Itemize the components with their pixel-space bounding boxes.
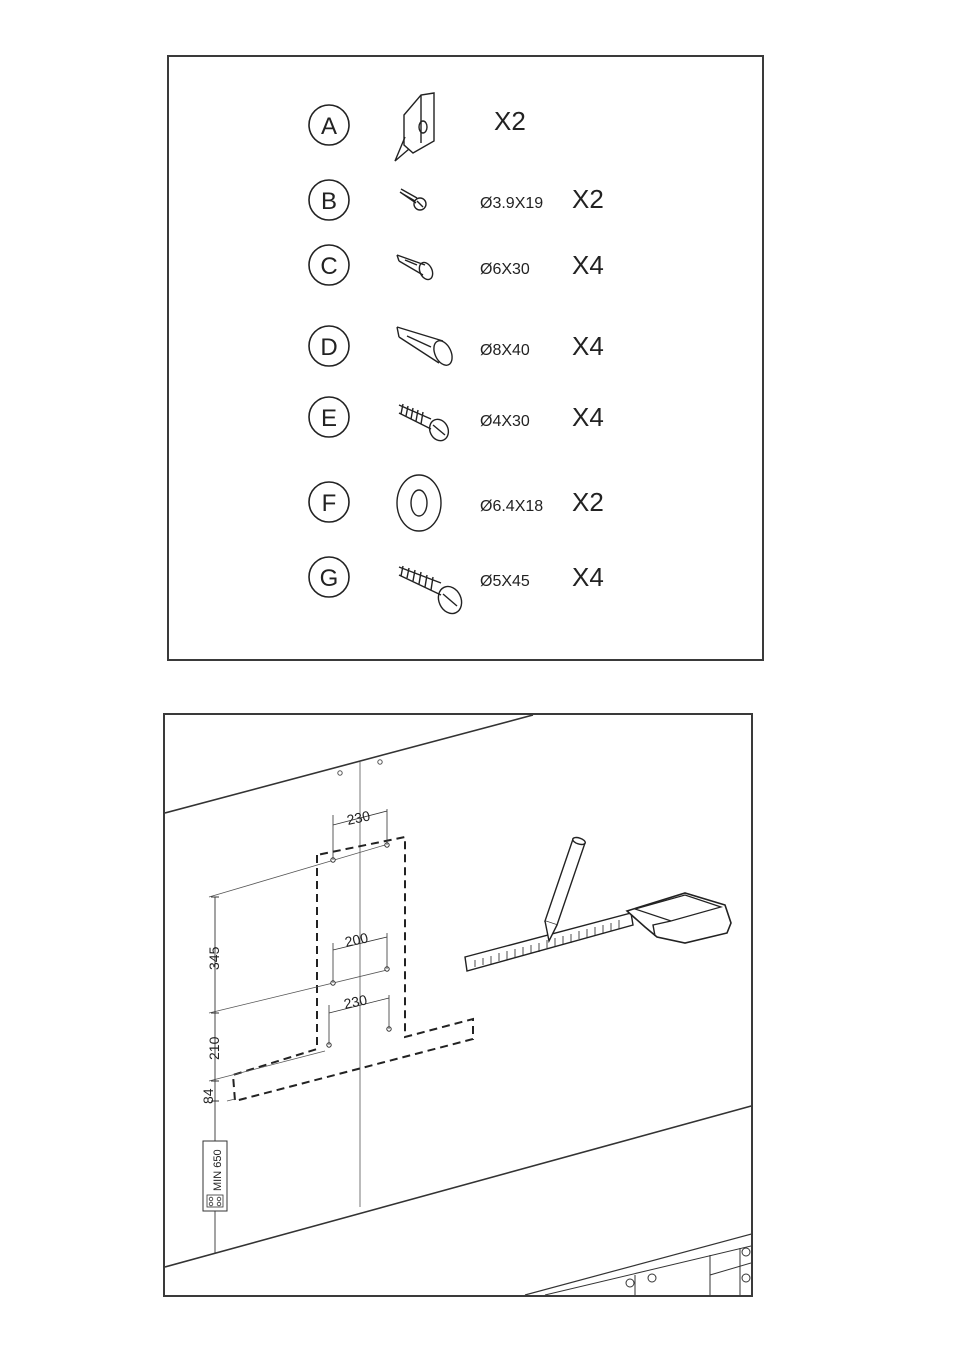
ceiling-line (165, 715, 533, 813)
ceiling-mark (378, 760, 382, 764)
cabinet-front-line (545, 1245, 751, 1295)
wood-screw-icon (399, 404, 452, 444)
large-wall-plug-icon (397, 327, 456, 368)
installation-diagram-svg (165, 715, 751, 1295)
part-row-g (309, 557, 604, 617)
part-row-b (309, 180, 604, 220)
worktop-line (165, 1105, 751, 1267)
dim-345-label: 345 (206, 946, 222, 970)
dim-mid-width-label: 200 (343, 929, 370, 950)
part-row-c (309, 245, 604, 285)
part-qty-b: X2 (572, 184, 604, 214)
small-wall-plug-icon (397, 255, 435, 282)
parts-list-svg (169, 57, 762, 659)
dim-210-label: 210 (206, 1036, 222, 1060)
dim-low-width-label: 230 (342, 991, 369, 1012)
min-height-label: MIN 650 (212, 1149, 224, 1191)
part-size-g: Ø5X45 (480, 573, 530, 590)
tape-measure-icon (465, 893, 731, 971)
part-letter-e: E (320, 405, 338, 432)
part-row-a (309, 93, 526, 161)
part-size-b: Ø3.9X19 (480, 195, 544, 212)
part-qty-f: X2 (572, 487, 604, 517)
part-size-c: Ø6X30 (480, 261, 530, 278)
part-row-d (309, 326, 604, 368)
ceiling-mark (338, 771, 342, 775)
part-row-f (309, 475, 604, 531)
parts-list-panel (167, 55, 764, 661)
part-letter-g: G (319, 565, 339, 592)
part-letter-c: C (320, 253, 338, 280)
part-letter-d: D (320, 334, 338, 361)
part-letter-a: A (320, 113, 338, 140)
part-size-f: Ø6.4X18 (480, 498, 544, 515)
part-qty-a: X2 (494, 106, 526, 136)
part-letter-b: B (320, 188, 338, 215)
large-wood-screw-icon (399, 566, 466, 617)
part-qty-g: X4 (572, 562, 604, 592)
part-size-e: Ø4X30 (480, 413, 530, 430)
part-qty-e: X4 (572, 402, 604, 432)
cabinet-top-line (525, 1233, 751, 1295)
dim-84-label: 84 (200, 1088, 216, 1104)
min-height-badge (203, 1141, 227, 1211)
part-row-e (309, 397, 604, 444)
pencil-icon (545, 836, 586, 941)
installation-diagram-panel (163, 713, 753, 1297)
part-qty-d: X4 (572, 331, 604, 361)
washer-icon (397, 475, 441, 531)
part-qty-c: X4 (572, 250, 604, 280)
dim-top-width-label: 230 (345, 807, 372, 828)
small-screw-icon (400, 189, 426, 210)
part-letter-f: F (321, 490, 337, 517)
part-size-d: Ø8X40 (480, 342, 530, 359)
bracket-icon (395, 93, 434, 161)
hood-outline (233, 837, 473, 1101)
